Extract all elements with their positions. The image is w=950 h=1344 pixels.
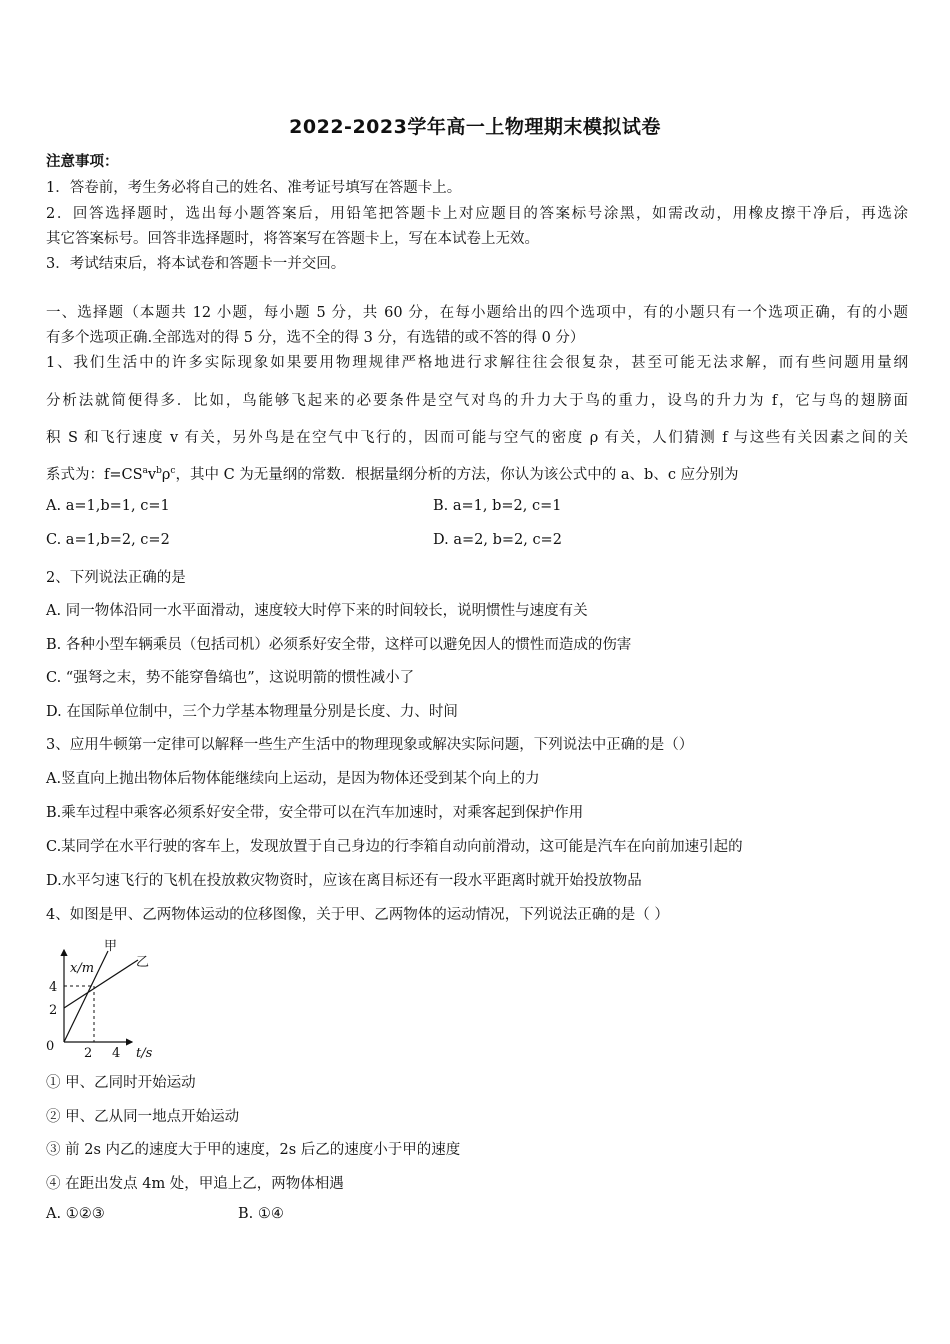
q3-option-d: D.水平匀速飞行的飞机在投放救灾物资时，应该在离目标还有一段水平距离时就开始投放物品	[46, 873, 642, 889]
q1-stem-line-3: 积 S 和飞行速度 v 有关，另外鸟是在空气中飞行的，因而可能与空气的密度 ρ 有关，人们猜测 f 与这些有关因素之间的关	[46, 430, 908, 446]
notice-item-2-cont: 其它答案标号。回答非选择题时，将答案写在答题卡上，写在本试卷上无效。	[46, 231, 539, 247]
notice-heading: 注意事项：	[46, 153, 119, 170]
q1-exp-b: b	[156, 466, 162, 477]
q4-graph-label-jia: 甲	[104, 939, 118, 954]
q3-stem: 3、应用牛顿第一定律可以解释一些生产生活中的物理现象或解决实际问题，下列说法中正确的是（）	[46, 737, 694, 753]
q3-option-a: A.竖直向上抛出物体后物体能继续向上运动，是因为物体还受到某个向上的力	[46, 771, 540, 787]
q4-option-b: B. ①④	[238, 1206, 284, 1222]
q1-option-d: D. a=2, b=2, c=2	[433, 532, 562, 548]
notice-item-1: 1．答卷前，考生务必将自己的姓名、准考证号填写在答题卡上。	[46, 180, 462, 196]
q4-graph-x-axis-label: t/s	[136, 1046, 153, 1061]
q1-exp-a: a	[142, 466, 148, 477]
q1-formula-v: v	[147, 467, 157, 483]
section-heading-cont: 有多个选项正确.全部选对的得 5 分，选不全的得 3 分，有选错的或不答的得 0 分）	[46, 330, 585, 346]
q1-formula-start: 系式为：f=CS	[46, 467, 143, 483]
q4-statement-4: ④ 在距出发点 4m 处，甲追上乙，两物体相遇	[46, 1176, 344, 1192]
q4-displacement-graph	[40, 936, 170, 1066]
q4-statement-2: ② 甲、乙从同一地点开始运动	[46, 1109, 240, 1125]
q1-stem-line-4	[46, 463, 908, 484]
notice-item-2: 2．回答选择题时，选出每小题答案后，用铅笔把答题卡上对应题目的答案标号涂黑，如需改动，用橡皮擦干净后，再选涂	[46, 206, 908, 222]
q1-formula-end: ，其中 C 为无量纲的常数．根据量纲分析的方法，你认为该公式中的 a、b、c 应分别为	[175, 467, 739, 483]
page-title: 2022-2023学年高一上物理期末模拟试卷	[289, 116, 661, 138]
q4-statement-1: ① 甲、乙同时开始运动	[46, 1075, 196, 1091]
q4-graph-y-axis-label: x/m	[70, 961, 95, 976]
q1-option-a: A. a=1,b=1, c=1	[46, 498, 170, 514]
notice-item-3: 3．考试结束后，将本试卷和答题卡一并交回。	[46, 256, 346, 272]
q4-graph-label-yi: 乙	[136, 955, 150, 970]
q1-stem-line-2: 分析法就简便得多．比如，鸟能够飞起来的必要条件是空气对鸟的升力大于鸟的重力，设鸟的升力为 f，它与鸟的翅膀面	[46, 393, 908, 409]
q1-exp-c: c	[170, 466, 176, 477]
q3-option-b: B.乘车过程中乘客必须系好安全带，安全带可以在汽车加速时，对乘客起到保护作用	[46, 805, 584, 821]
q3-option-c: C.某同学在水平行驶的客车上，发现放置于自己身边的行李箱自动向前滑动，这可能是汽车在向前加速引起的	[46, 839, 743, 855]
q1-formula-rho: ρ	[161, 467, 171, 483]
q2-option-a: A. 同一物体沿同一水平面滑动，速度较大时停下来的时间较长，说明惯性与速度有关	[46, 603, 588, 619]
q1-option-c: C. a=1,b=2, c=2	[46, 532, 170, 548]
q2-option-c: C. “强弩之末，势不能穿鲁缟也”，这说明箭的惯性减小了	[46, 670, 415, 686]
q2-option-b: B. 各种小型车辆乘员（包括司机）必须系好安全带，这样可以避免因人的惯性而造成的伤害	[46, 637, 632, 653]
q4-graph-x-tick-4: 4	[112, 1046, 121, 1061]
q4-graph-x-tick-2: 2	[84, 1046, 93, 1061]
q4-statement-3: ③ 前 2s 内乙的速度大于甲的速度，2s 后乙的速度小于甲的速度	[46, 1142, 461, 1158]
q1-stem-line-1: 1、我们生活中的许多实际现象如果要用物理规律严格地进行求解往往会很复杂，甚至可能无法求解，而有些问题用量纲	[46, 355, 908, 371]
q1-option-b: B. a=1, b=2, c=1	[433, 498, 562, 514]
q4-graph-origin: 0	[46, 1039, 55, 1054]
q2-stem: 2、下列说法正确的是	[46, 570, 186, 586]
q4-option-a: A. ①②③	[46, 1206, 105, 1222]
q4-stem: 4、如图是甲、乙两物体运动的位移图像，关于甲、乙两物体的运动情况，下列说法正确的是（ ）	[46, 907, 669, 923]
q4-graph-y-tick-2: 2	[49, 1003, 58, 1018]
q2-option-d: D. 在国际单位制中，三个力学基本物理量分别是长度、力、时间	[46, 704, 458, 720]
q4-graph-y-tick-4: 4	[49, 980, 58, 995]
section-heading: 一、选择题（本题共 12 小题，每小题 5 分，共 60 分，在每小题给出的四个选项中，有的小题只有一个选项正确，有的小题	[46, 305, 908, 321]
